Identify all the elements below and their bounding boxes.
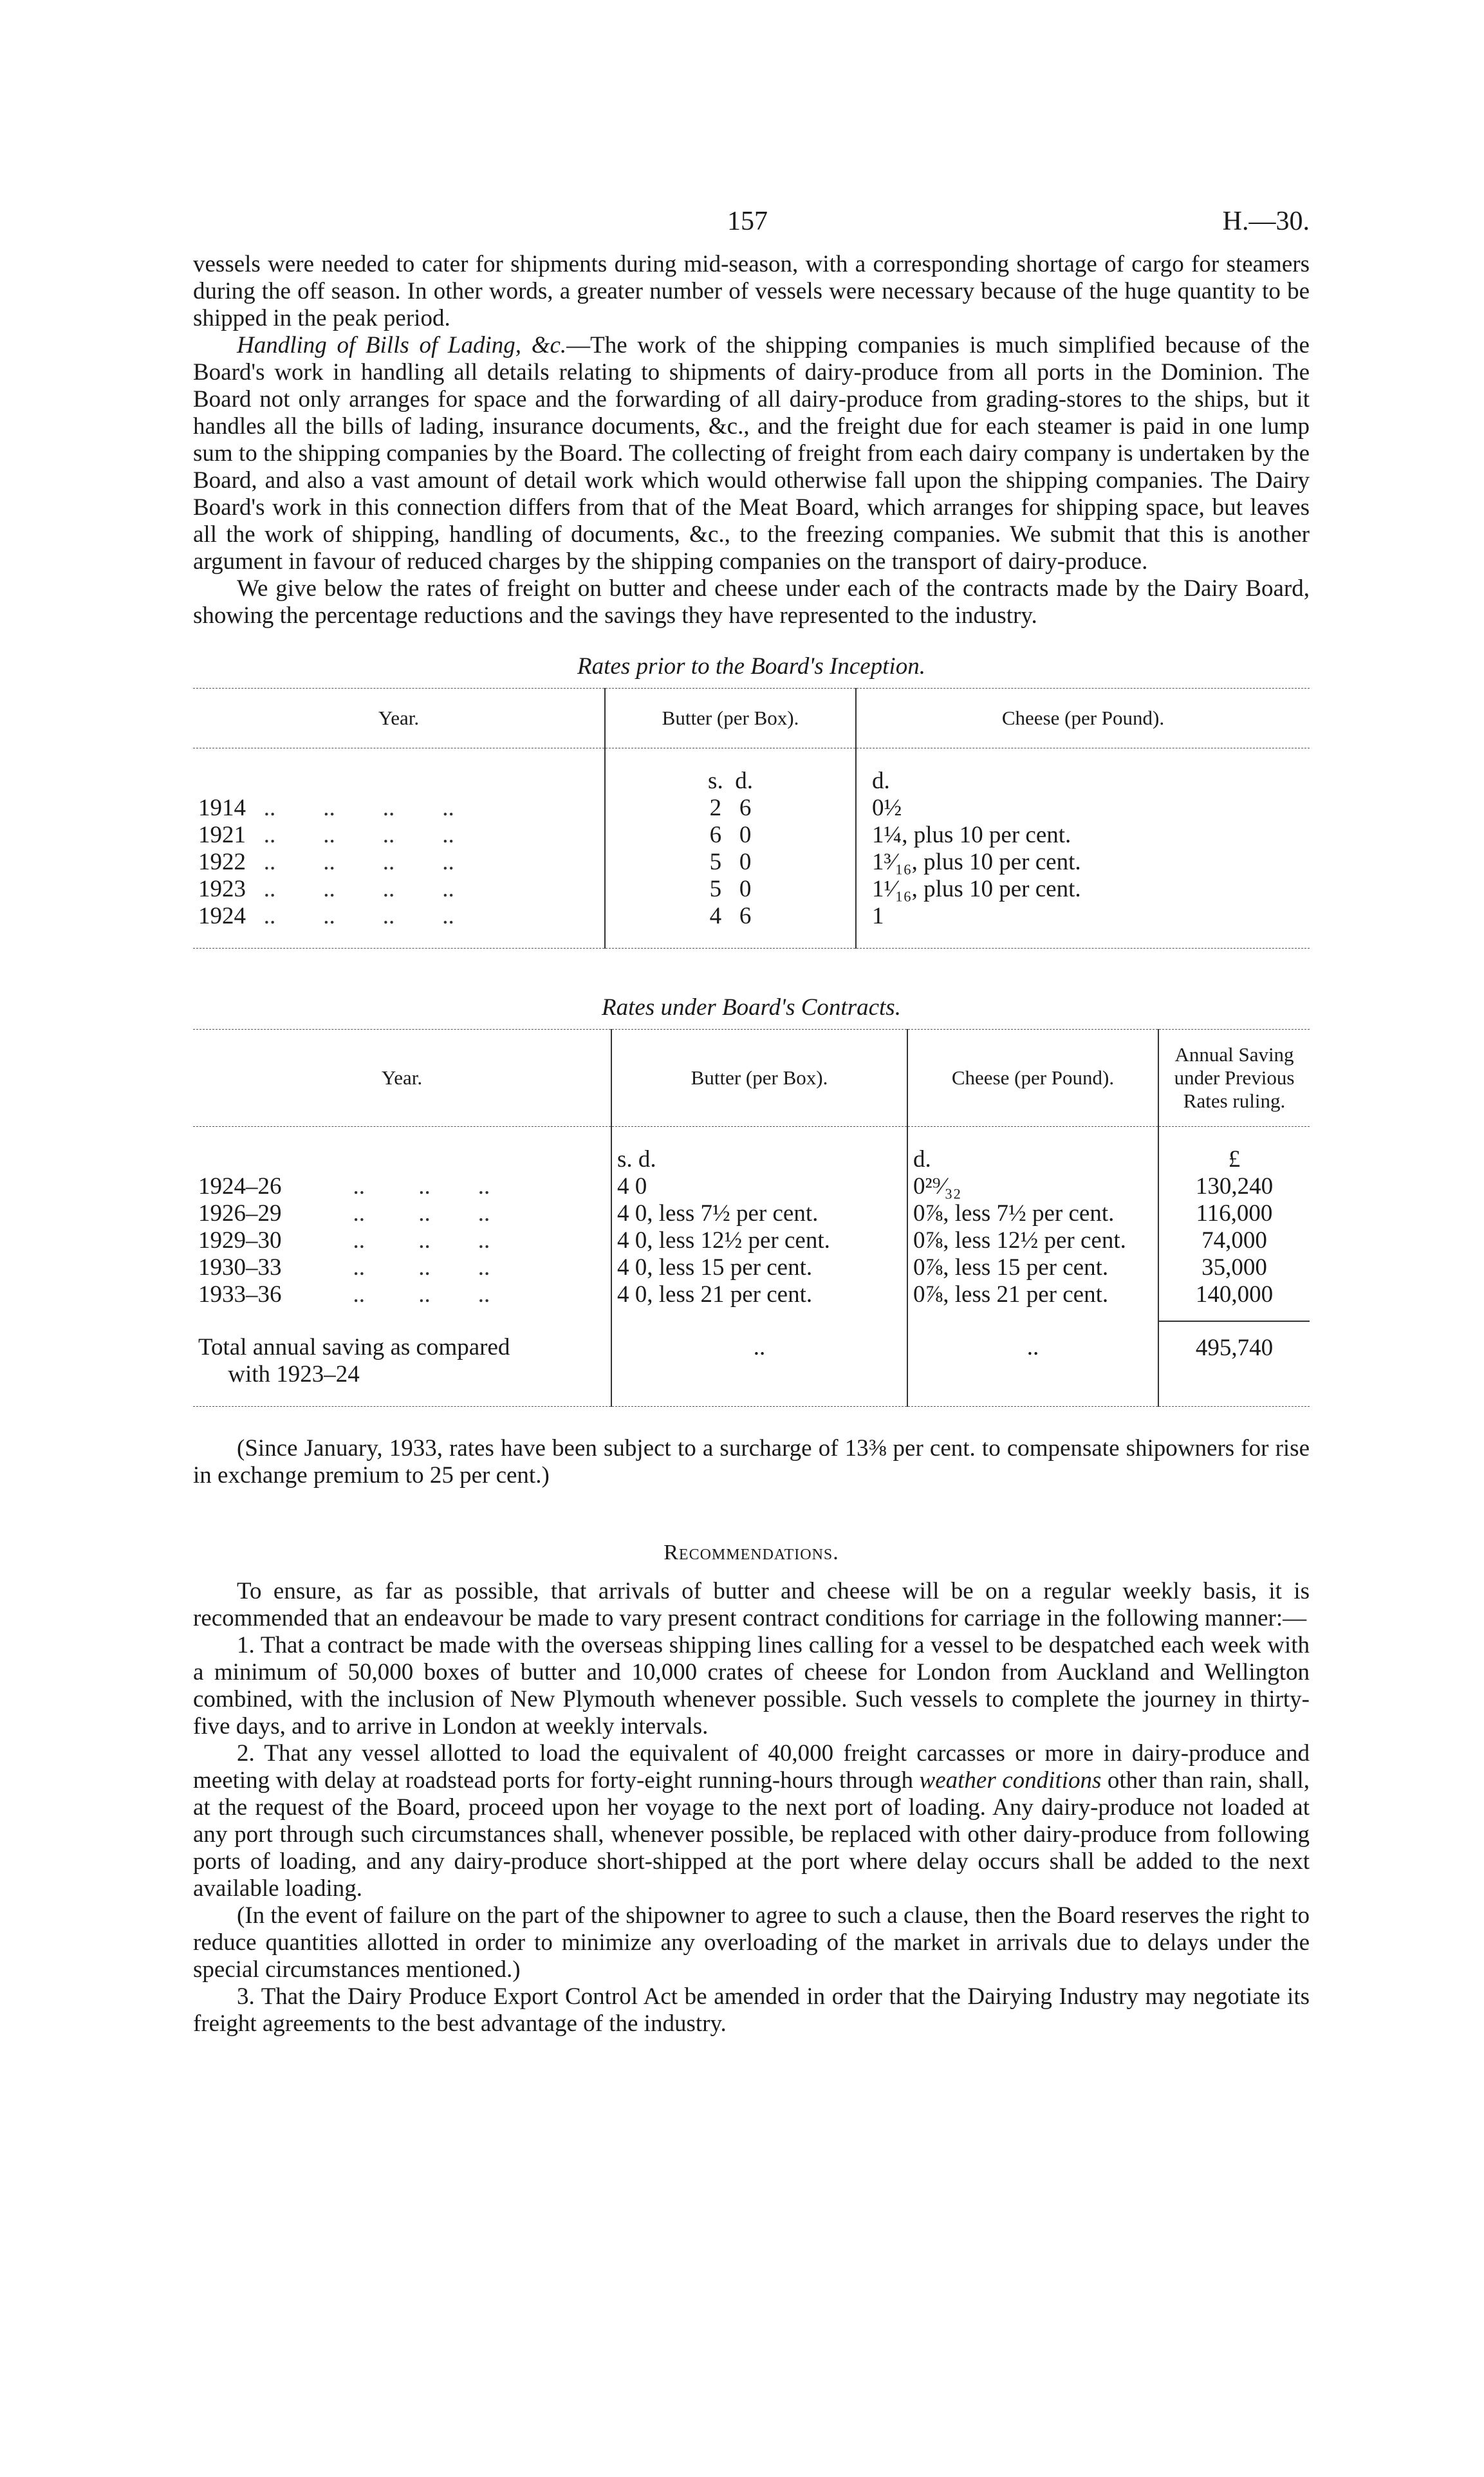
row-year: 1924 <box>198 903 246 929</box>
row-year: 1922 <box>198 849 246 875</box>
table1-header-year: Year. <box>193 689 605 748</box>
paragraph-title: Handling of Bills of Lading, &c. <box>237 332 567 358</box>
paragraph-vessels: vessels were needed to cater for shipments during mid-season, with a corresponding shortage of cargo for steamers during the off season. In other words, a greater number of vessels were necessary because of the huge quantity to be shipped in the peak period. <box>193 251 1310 331</box>
row-year: 1914 <box>198 795 246 821</box>
table-row: 1929–30 .. .. .. 4 0, less 12½ per cent. 0⅞, less 12½ per cent. 74,000 <box>193 1227 1310 1254</box>
page-header <box>193 206 1310 251</box>
row-year: 1929–30 <box>198 1227 282 1254</box>
table-total-row: Total annual saving as compared with 1923–24 .. .. 495,740 <box>193 1321 1310 1407</box>
row-year: 1923 <box>198 876 246 902</box>
table-row: 1930–33 .. .. .. 4 0, less 15 per cent. 0⅞, less 15 per cent. 35,000 <box>193 1254 1310 1281</box>
table2-header-saving: Annual Saving under Previous Rates ruling. <box>1158 1030 1310 1127</box>
recommendation-item-2-note: (In the event of failure on the part of the shipowner to agree to such a clause, then the Board reserves the right to reduce quantities allotted in order to minimize any overloading of the market in arrivals due to delays under the special circumstances mentioned.) <box>193 1902 1310 1983</box>
table1-header-cheese: Cheese (per Pound). <box>856 689 1310 748</box>
table-row: 1933–36 .. .. .. 4 0, less 21 per cent. 0⅞, less 21 per cent. 140,000 <box>193 1281 1310 1321</box>
table-row: 1924–26 .. .. .. 4 0 0²⁹⁄₃₂ 130,240 <box>193 1173 1310 1200</box>
row-year: 1921 <box>198 822 246 848</box>
total-saving: 495,740 <box>1158 1321 1310 1407</box>
rates-prior-table <box>193 688 1310 949</box>
document-reference: H.—30. <box>1222 207 1310 236</box>
table1-unit-butter: s. d. <box>605 748 856 795</box>
table2-unit-butter: s. d. <box>611 1127 907 1174</box>
table1-caption: Rates prior to the Board's Inception. <box>577 653 925 680</box>
table2-unit-saving: £ <box>1158 1127 1310 1174</box>
page-number: 157 <box>727 207 768 236</box>
table-row: 1922 .. .. .. .. 5 0 1³⁄₁₆, plus 10 per cent. <box>193 849 1310 876</box>
recommendation-item-2: 2. That any vessel allotted to load the equivalent of 40,000 freight carcasses or more in dairy-produce and meeting with delay at roadstead ports for forty-eight running-hours through weather conditions other than rain, shall, at the request of the Board, proceed upon her voyage to the next port of loading. Any dairy-produce not loaded at any port through such circumstances shall, whenever possible, be replaced with other dairy-produce from following ports of loading, and any dairy-produce short-shipped at the port where delay occurs shall be added to the next available loading. <box>193 1740 1310 1902</box>
table2-header-year: Year. <box>193 1030 611 1127</box>
total-label: Total annual saving as compared <box>198 1334 510 1360</box>
recommendations-intro: To ensure, as far as possible, that arrivals of butter and cheese will be on a regular weekly basis, it is recommended that an endeavour be made to vary present contract conditions for carriage in the following manner:— <box>193 1578 1310 1631</box>
table2-header-cheese: Cheese (per Pound). <box>907 1030 1158 1127</box>
table-row: 1926–29 .. .. .. 4 0, less 7½ per cent. 0⅞, less 7½ per cent. 116,000 <box>193 1200 1310 1227</box>
recommendation-item-3: 3. That the Dairy Produce Export Control Act be amended in order that the Dairying Industry may negotiate its freight agreements to the best advantage of the industry. <box>193 1983 1310 2037</box>
table2-caption: Rates under Board's Contracts. <box>602 994 901 1021</box>
table2-unit-cheese: d. <box>907 1127 1158 1174</box>
paragraph-rates-intro: We give below the rates of freight on butter and cheese under each of the contracts made by the Dairy Board, showing the percentage reductions and the savings they have represented to the industry. <box>193 575 1310 629</box>
document-page <box>193 206 1310 2037</box>
paragraph-body: —The work of the shipping companies is much simplified because of the Board's work in handling all details relating to shipments of dairy-produce from all ports in the Dominion. The Board not only arranges for space and the forwarding of all dairy-produce from grading-stores to the ships, but it handles all the bills of lading, insurance documents, &c., and the freight due for each steamer is paid in one lump sum to the shipping companies by the Board. The collecting of freight from each dairy company is undertaken by the Board, and also a vast amount of detail work which would otherwise fall upon the shipping companies. The Dairy Board's work in this connection differs from that of the Meat Board, which arranges for shipping space, but leaves all the work of shipping, handling of documents, &c., to the freezing companies. We submit that this is another argument in favour of reduced charges by the shipping companies on the transport of dairy-produce. <box>193 332 1310 575</box>
recommendations-heading: Recommendations. <box>663 1541 839 1564</box>
paragraph-bills-of-lading <box>193 332 1310 575</box>
row-year: 1926–29 <box>198 1200 282 1227</box>
row-year: 1933–36 <box>198 1281 282 1308</box>
row-year: 1930–33 <box>198 1254 282 1281</box>
table1-header-butter: Butter (per Box). <box>605 689 856 748</box>
table1-unit-cheese: d. <box>856 748 1310 795</box>
row-year: 1924–26 <box>198 1173 282 1200</box>
table-row: 1914 .. .. .. .. 2 6 0½ <box>193 795 1310 822</box>
table-row: 1923 .. .. .. .. 5 0 1¹⁄₁₆, plus 10 per cent. <box>193 876 1310 903</box>
table2-header-butter: Butter (per Box). <box>611 1030 907 1127</box>
table-row: 1921 .. .. .. .. 6 0 1¼, plus 10 per cent. <box>193 822 1310 849</box>
table-row: 1924 .. .. .. .. 4 6 1 <box>193 903 1310 949</box>
surcharge-note: (Since January, 1933, rates have been subject to a surcharge of 13⅜ per cent. to compensate shipowners for rise in exchange premium to 25 per cent.) <box>193 1435 1310 1489</box>
rates-contracts-table <box>193 1029 1310 1407</box>
recommendation-item-1: 1. That a contract be made with the overseas shipping lines calling for a vessel to be despatched each week with a minimum of 50,000 boxes of butter and 10,000 crates of cheese for London from Auckland and Wellington combined, with the inclusion of New Plymouth whenever possible. Such vessels to complete the journey in thirty-five days, and to arrive in London at weekly intervals. <box>193 1632 1310 1739</box>
